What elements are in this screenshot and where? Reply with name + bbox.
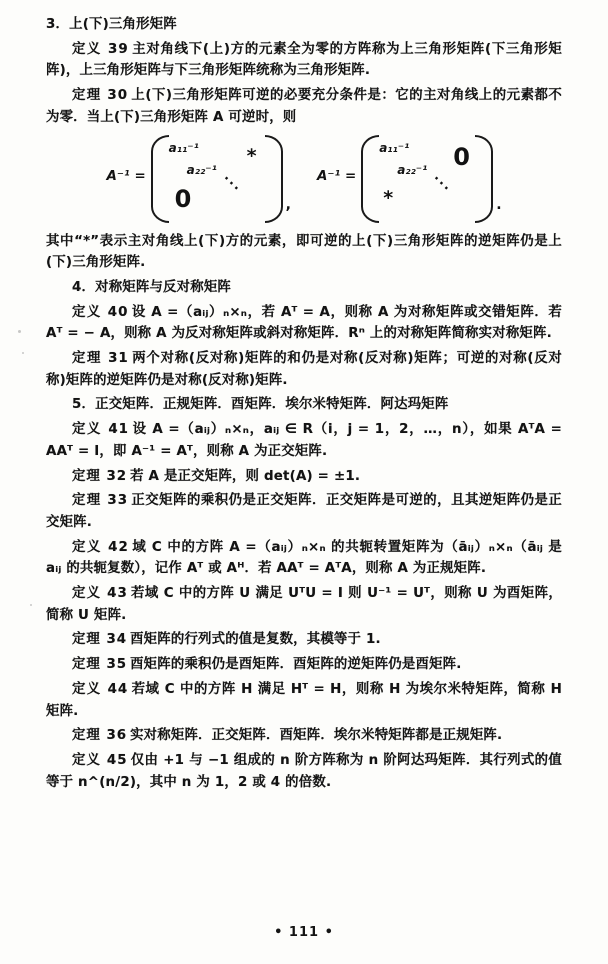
matrix-left-diagonal-dots: ··· [218,171,244,197]
paragraph-definition-43 [46,583,562,626]
theorem-34-text: 酉矩阵的行列式的值是复数，其模等于 1. [130,632,381,648]
theorem-31-label: 定理 31 [72,351,129,367]
theorem-33-text: 正交矩阵的乘积仍是正交矩阵．正交矩阵是可逆的，且其逆矩阵仍是正交矩阵. [46,493,562,530]
paragraph-definition-41 [46,419,562,462]
paragraph-definition-42 [46,537,562,580]
paragraph-definition-40 [46,302,562,345]
paragraph-theorem-32 [46,466,562,488]
scan-speck [30,604,32,606]
matrix-left-entry-zero: 0 [174,184,192,213]
matrix-right-entry-a11: a₁₁⁻¹ [379,140,410,155]
section-heading-orthogonal: 5．正交矩阵．正规矩阵．酉矩阵．埃尔米特矩阵．阿达玛矩阵 [72,397,449,413]
matrix-right-entry-a22: a₂₂⁻¹ [397,162,428,177]
theorem-36-label: 定理 36 [72,728,128,744]
definition-41-label: 定义 41 [72,422,129,438]
theorem-30-label: 定理 30 [72,88,129,104]
matrix-left-entry-star: * [246,144,257,167]
paragraph-theorem-33 [46,490,562,533]
theorem-31-text: 两个对称(反对称)矩阵的和仍是对称(反对称)矩阵；可逆的对称(反对称)矩阵的逆矩阵仍是对称(反对称)矩阵. [46,351,563,388]
paragraph-theorem-36 [46,725,562,747]
matrix-right-tail: . [496,196,502,213]
definition-42-label: 定义 42 [72,539,129,555]
definition-39-text: 主对角线下(上)方的元素全为零的方阵称为上三角形矩阵(下三角形矩阵)，上三角形矩阵与下三角形矩阵统称为三角形矩阵. [46,41,563,79]
theorem-35-text: 酉矩阵的乘积仍是酉矩阵．酉矩阵的逆矩阵仍是酉矩阵. [130,657,462,673]
page-body [46,14,562,796]
theorem-33-label: 定理 33 [72,493,129,509]
paragraph-theorem-31 [46,348,562,391]
theorem-32-label: 定理 32 [72,468,128,484]
definition-42-text: 域 C 中的方阵 A =（aᵢⱼ）ₙ×ₙ 的共轭转置矩阵为（āᵢⱼ）ₙ×ₙ（āᵢⱼ 是 aᵢⱼ 的共轭复数），记作 Aᵀ 或 Aᴴ．若 AAᵀ = AᵀA，则称 A 为正规矩阵. [46,539,563,577]
section-heading-symmetric: 4．对称矩阵与反对称矩阵 [72,279,232,295]
paragraph-definition-39 [46,39,562,82]
page-footer [0,921,608,940]
definition-44-label: 定义 44 [72,681,129,697]
matrix-upper-triangular-inverse [106,135,291,219]
definition-40-label: 定义 40 [72,304,129,320]
matrix-formula-row [46,135,562,227]
definition-45-text: 仅由 +1 与 −1 组成的 n 阶方阵称为 n 阶阿达玛矩阵．其行列式的值等于 n^(n/2)，其中 n 为 1，2 或 4 的倍数. [46,752,562,790]
matrix-left-entry-a22: a₂₂⁻¹ [186,162,217,177]
definition-43-text: 若域 C 中的方阵 U 满足 UᵀU = I 则 U⁻¹ = Uᵀ，则称 U 为酉矩阵，简称 U 矩阵. [46,586,562,623]
matrix-left-lead: A⁻¹ = [106,169,146,185]
paragraph-definition-44 [46,679,562,722]
paragraph-theorem-35 [46,654,562,676]
definition-40-text: 设 A =（aᵢⱼ）ₙ×ₙ，若 Aᵀ = A，则称 A 为对称矩阵或交错矩阵．若 Aᵀ = − A，则称 A 为反对称矩阵或斜对称矩阵．Rⁿ 上的对称矩阵简称实对称矩阵. [46,304,563,342]
theorem-30-text: 上(下)三角形矩阵可逆的必要充分条件是：它的主对角线上的元素都不为零．当上(下)三角形矩阵 A 可逆时，则 [46,88,563,125]
definition-45-label: 定义 45 [72,752,128,768]
paragraph-theorem-30 [46,85,562,128]
matrix-right-entry-star: * [383,186,394,209]
matrix-right-diagonal-dots: ··· [428,171,455,197]
matrix-left-entry-a11: a₁₁⁻¹ [168,140,199,155]
matrix-right-brackets [361,135,493,219]
paragraph-definition-45 [46,750,562,793]
section-heading-triangular: 3．上(下)三角形矩阵 [46,17,177,32]
scan-speck [22,352,24,354]
definition-39-label: 定义 39 [72,41,129,57]
theorem-34-label: 定理 34 [72,632,128,648]
scan-speck [18,330,21,333]
matrix-lower-triangular-inverse [317,135,502,219]
theorem-32-text: 若 A 是正交矩阵，则 det(A) = ±1. [130,468,361,484]
definition-41-text: 设 A =（aᵢⱼ）ₙ×ₙ，aᵢⱼ ∈ R（i，j = 1，2，…，n），如果 AᵀA = AAᵀ = I，即 A⁻¹ = Aᵀ，则称 A 为正交矩阵. [46,422,563,459]
matrix-right-lead: A⁻¹ = [317,169,357,185]
matrix-left-tail: , [285,196,291,213]
matrix-left-brackets [151,135,283,219]
definition-44-text: 若域 C 中的方阵 H 满足 Hᵀ = H，则称 H 为埃尔米特矩阵，简称 H 矩阵. [46,681,562,719]
definition-43-label: 定义 43 [72,586,128,602]
theorem-36-text: 实对称矩阵．正交矩阵．酉矩阵．埃尔米特矩阵都是正规矩阵. [130,728,503,744]
theorem-35-label: 定理 35 [72,657,128,673]
matrix-right-entry-zero: 0 [453,142,470,171]
paragraph-theorem-34 [46,629,562,651]
page-number: • 111 • [274,925,334,940]
paragraph-after-matrix: 其中“*”表示主对角线上(下)方的元素，即可逆的上(下)三角形矩阵的逆矩阵仍是上(下)三角形矩阵. [46,233,562,271]
